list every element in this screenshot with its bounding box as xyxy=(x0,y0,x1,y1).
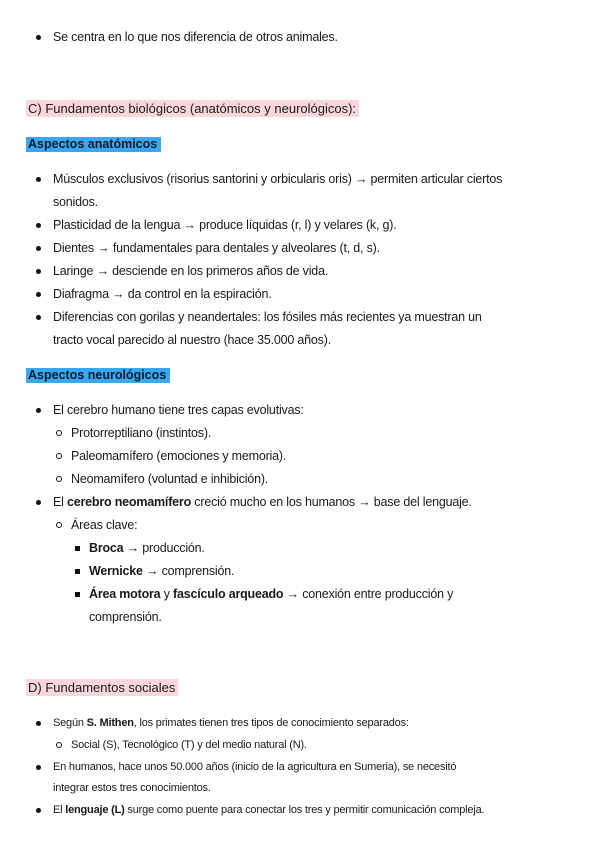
bullet xyxy=(36,808,41,813)
sub-list-item: Áreas clave: xyxy=(71,518,138,532)
sub-bullet xyxy=(56,742,62,748)
list-item: Diferencias con gorilas y neandertales: los fósiles más recientes ya muestran un xyxy=(53,310,482,324)
bold-term: fascículo arqueado xyxy=(173,587,284,601)
list-item: Dientes → fundamentales para dentales y alveolares (t, d, s). xyxy=(53,241,380,255)
list-item: Se centra en lo que nos diferencia de otros animales. xyxy=(53,30,338,44)
sub-list-item: Social (S), Tecnológico (T) y del medio natural (N). xyxy=(71,739,307,751)
list-item: Laringe → desciende en los primeros años de vida. xyxy=(53,264,329,278)
sub-bullet xyxy=(56,453,62,459)
square-bullet xyxy=(75,569,80,574)
section-d-title: D) Fundamentos sociales xyxy=(26,679,178,696)
text-segment: El xyxy=(53,495,67,509)
list-item-continuation: sonidos. xyxy=(53,195,98,209)
bold-term: Área motora xyxy=(89,587,161,601)
sub-bullet xyxy=(56,476,62,482)
sub-sub-list-item xyxy=(89,537,205,560)
bullet xyxy=(36,408,41,413)
list-item xyxy=(53,712,409,735)
square-bullet xyxy=(75,546,80,551)
bullet xyxy=(36,500,41,505)
bullet xyxy=(36,292,41,297)
sub-list-item: Paleomamífero (emociones y memoria). xyxy=(71,449,287,463)
bullet xyxy=(36,177,41,182)
sub-bullet xyxy=(56,522,62,528)
neurological-subtitle: Aspectos neurológicos xyxy=(26,368,170,383)
bold-term: cerebro neomamífero xyxy=(67,495,192,509)
text-segment: → producción. xyxy=(123,541,205,555)
sub-sub-list-item xyxy=(89,560,234,583)
text-segment: Según xyxy=(53,717,87,729)
list-item-continuation: comprensión. xyxy=(89,610,162,624)
list-item xyxy=(53,799,484,822)
bullet xyxy=(36,765,41,770)
text-segment: → conexión entre producción y xyxy=(283,587,454,601)
square-bullet xyxy=(75,592,80,597)
list-item-continuation: integrar estos tres conocimientos. xyxy=(53,782,211,794)
text-segment: → comprensión. xyxy=(142,564,235,578)
list-item: El cerebro humano tiene tres capas evolutivas: xyxy=(53,403,304,417)
list-item-continuation: tracto vocal parecido al nuestro (hace 35.000 años). xyxy=(53,333,331,347)
bullet xyxy=(36,35,41,40)
list-item xyxy=(53,491,472,514)
sub-sub-list-item xyxy=(89,583,453,606)
section-c-title: C) Fundamentos biológicos (anatómicos y neurológicos): xyxy=(26,100,359,117)
bold-term: Wernicke xyxy=(89,564,143,578)
bold-term: Broca xyxy=(89,541,124,555)
list-item: Diafragma → da control en la espiración. xyxy=(53,287,272,301)
text-segment: , los primates tienen tres tipos de conocimiento separados: xyxy=(133,717,409,729)
list-item: Músculos exclusivos (risorius santorini y orbicularis oris) → permiten articular ciertos xyxy=(53,172,503,186)
bullet xyxy=(36,721,41,726)
sub-list-item: Neomamífero (voluntad e inhibición). xyxy=(71,472,269,486)
list-item: En humanos, hace unos 50.000 años (inicio de la agricultura en Sumeria), se necesitó xyxy=(53,761,457,773)
text-segment: surge como puente para conectar los tres y permitir comunicación compleja. xyxy=(124,804,485,816)
sub-list-item: Protorreptiliano (instintos). xyxy=(71,426,212,440)
anatomical-subtitle: Aspectos anatómicos xyxy=(26,137,161,152)
bullet xyxy=(36,269,41,274)
bullet xyxy=(36,246,41,251)
bold-term: S. Mithen xyxy=(86,717,134,729)
bullet xyxy=(36,315,41,320)
text-segment: El xyxy=(53,804,66,816)
text-segment: y xyxy=(160,587,174,601)
text-segment: creció mucho en los humanos → base del lenguaje. xyxy=(191,495,472,509)
bullet xyxy=(36,223,41,228)
bold-term: lenguaje (L) xyxy=(65,804,125,816)
list-item: Plasticidad de la lengua → produce líquidas (r, l) y velares (k, g). xyxy=(53,218,397,232)
sub-bullet xyxy=(56,430,62,436)
